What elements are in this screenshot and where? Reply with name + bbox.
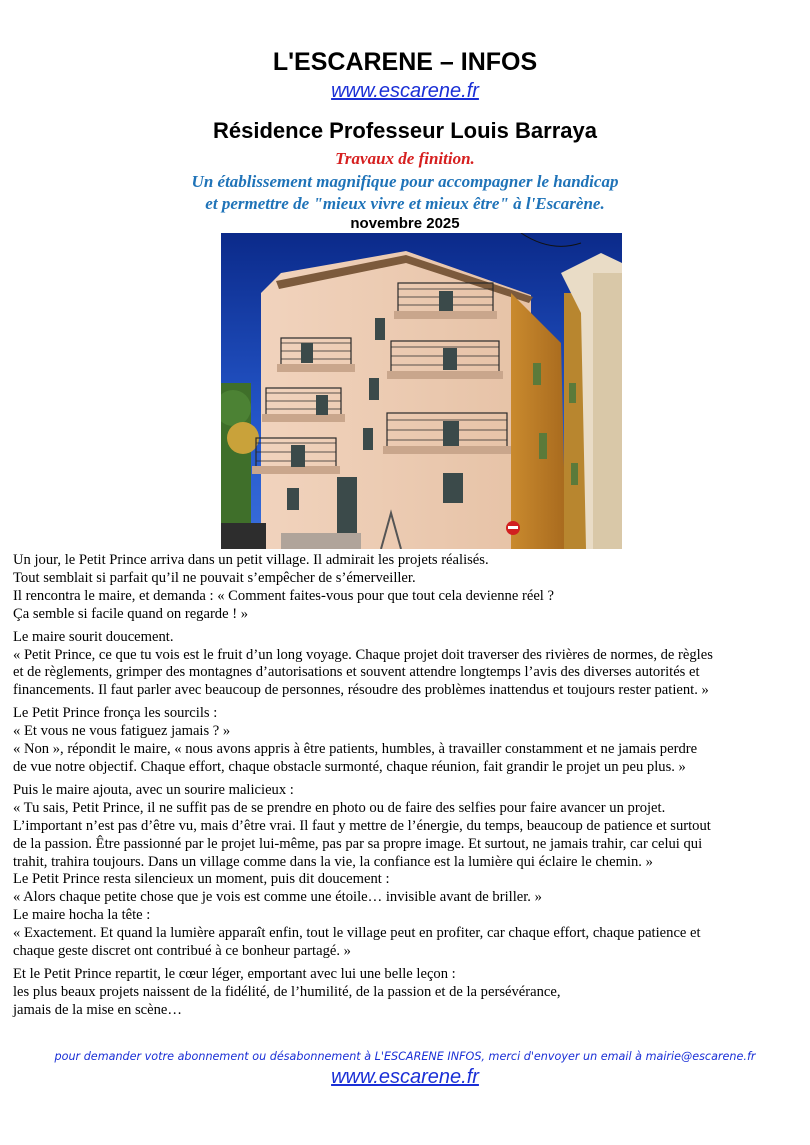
story-line: les plus beaux projets naissent de la fidélité, de l’humilité, de la passion et de la persévérance, (13, 983, 561, 1000)
article-tagline-line-1: Un établissement magnifique pour accompagner le handicap (191, 172, 619, 191)
story-paragraph-4 (13, 782, 798, 961)
article-date: novembre 2025 (350, 215, 460, 232)
story-text (13, 552, 798, 1020)
story-line: « Exactement. Et quand la lumière apparaît enfin, tout le village peut en profiter, car chaque effort, chaque patience et (13, 925, 701, 942)
story-line: Un jour, le Petit Prince arriva dans un petit village. Il admirait les projets réalisés. (13, 552, 489, 568)
article-heading: Résidence Professeur Louis Barraya (213, 118, 597, 143)
story-line: « Petit Prince, ce que tu vois est le fruit d’un long voyage. Chaque projet doit traverser des rivières de normes, de règles (13, 646, 713, 663)
story-line: L’important n’est pas d’être vu, mais d’être vrai. Il faut y mettre de l’énergie, du temps, beaucoup de patience et surtout (13, 817, 711, 834)
story-line: trahit, trahira toujours. Dans un village comme dans la vie, la confiance est la lumière qui éclaire le chemin. » (13, 853, 653, 870)
story-line: Tout semblait si parfait qu’il ne pouvait s’empêcher de s’émerveiller. (13, 569, 416, 586)
story-paragraph-5 (13, 966, 798, 1020)
story-line: et de règlements, grimper des montagnes d’autorisations et souvent attendre longtemps l’avis des diverses autorités et (13, 664, 700, 681)
story-paragraph-3 (13, 705, 798, 777)
story-line: Ça semble si facile quand on regarde ! » (13, 605, 249, 622)
article-subtitle: Travaux de finition. (335, 149, 475, 168)
story-line: « Alors chaque petite chose que je vois est comme une étoile… invisible avant de briller. » (13, 889, 542, 906)
story-line: « Tu sais, Petit Prince, il ne suffit pas de se prendre en photo ou de faire des selfies pour faire avancer un projet. (13, 799, 666, 816)
story-line: de la passion. Être passionné par le projet lui-même, pas par sa propre image. Et surtout, ne jamais trahir, car celui qui (13, 835, 703, 852)
story-line: Et le Petit Prince repartit, le cœur léger, emportant avec lui une belle leçon : (13, 965, 456, 982)
story-line: Puis le maire ajouta, avec un sourire malicieux : (13, 781, 294, 798)
website-link-bottom[interactable]: www.escarene.fr (331, 1066, 479, 1088)
story-line: « Et vous ne vous fatiguez jamais ? » (13, 723, 231, 740)
story-line: Le Petit Prince resta silencieux un moment, puis dit doucement : (13, 871, 390, 888)
story-line: de vue notre objectif. Chaque effort, chaque obstacle surmonté, chaque réunion, fait grandir le projet un peu plus. » (13, 758, 686, 775)
story-line: Il rencontra le maire, et demanda : « Comment faites-vous pour que tout cela devienne réel ? (13, 587, 554, 604)
story-paragraph-1 (13, 552, 798, 624)
story-line: « Non », répondit le maire, « nous avons appris à être patients, humbles, à travailler constamment et ne jamais perdre (13, 741, 698, 758)
story-line: chaque geste discret ont contribué à ce bonheur partagé. » (13, 943, 351, 960)
story-line: financements. Il faut parler avec beaucoup de personnes, résoudre des problèmes inattendus et toujours rester patient. » (13, 682, 709, 699)
subscription-note: pour demander votre abonnement ou désabonnement à L'ESCARENE INFOS, merci d'envoyer un email à mairie@escarene.fr (54, 1050, 756, 1063)
residence-building-photo (221, 233, 622, 549)
story-line: Le Petit Prince fronça les sourcils : (13, 705, 218, 722)
story-line: jamais de la mise en scène… (13, 1001, 182, 1018)
newsletter-title: L'ESCARENE – INFOS (272, 48, 538, 76)
story-paragraph-2 (13, 629, 798, 701)
story-line: Le maire sourit doucement. (13, 628, 174, 645)
article-tagline-line-2: et permettre de "mieux vivre et mieux être" à l'Escarène. (205, 194, 605, 213)
story-line: Le maire hocha la tête : (13, 907, 151, 924)
website-link-top[interactable]: www.escarene.fr (331, 80, 479, 102)
